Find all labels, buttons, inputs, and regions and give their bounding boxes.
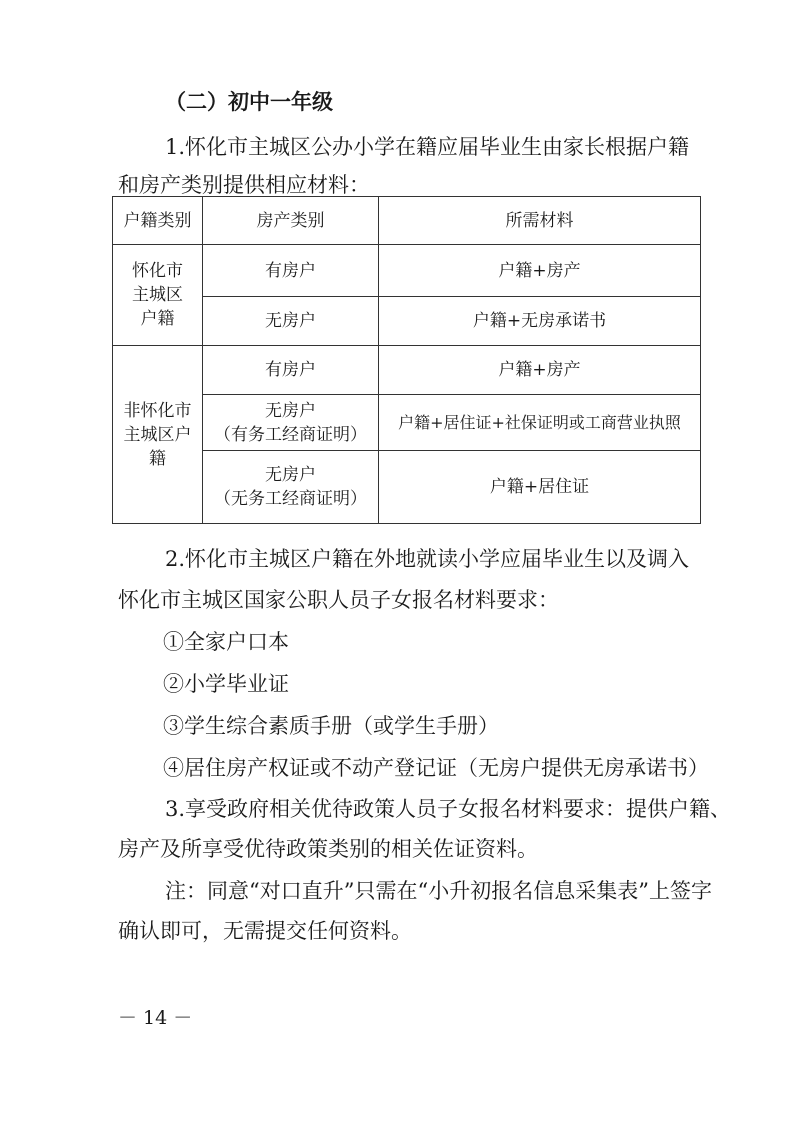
property-cell: 无房户 （有务工经商证明） [203, 395, 379, 451]
paragraph-3-line-2: 房产及所享受优待政策类别的相关佐证资料。 [118, 837, 538, 861]
property-cell: 无房户 （无务工经商证明） [203, 451, 379, 524]
table-row [113, 346, 701, 395]
group1-label: 怀化市 主城区 户籍 [113, 245, 203, 346]
list-item: ④居住房产权证或不动产登记证（无房户提供无房承诺书） [163, 756, 709, 780]
materials-cell: 户籍+房产 [379, 245, 701, 297]
header-materials: 所需材料 [379, 197, 701, 245]
group2-label: 非怀化市 主城区户 籍 [113, 346, 203, 524]
paragraph-1-line-2: 和房产类别提供相应材料： [118, 173, 370, 197]
note-line-2: 确认即可，无需提交任何资料。 [118, 919, 412, 943]
header-hukou-type: 户籍类别 [113, 197, 203, 245]
materials-cell: 户籍+房产 [379, 346, 701, 395]
list-item: ③学生综合素质手册（或学生手册） [163, 714, 499, 738]
table-row [113, 245, 701, 297]
section-heading: （二）初中一年级 [165, 89, 333, 114]
property-cell: 有房户 [203, 346, 379, 395]
property-cell: 无房户 [203, 297, 379, 346]
header-property-type: 房产类别 [203, 197, 379, 245]
note-line-1: 注：同意“对口直升”只需在“小升初报名信息采集表”上签字 [165, 879, 712, 903]
paragraph-3-line-1: 3.享受政府相关优待政策人员子女报名材料要求：提供户籍、 [165, 797, 732, 821]
property-cell: 有房户 [203, 245, 379, 297]
table-header-row [113, 197, 701, 245]
paragraph-1-line-1: 1.怀化市主城区公办小学在籍应届毕业生由家长根据户籍 [165, 135, 690, 159]
paragraph-2-line-1: 2.怀化市主城区户籍在外地就读小学应届毕业生以及调入 [165, 547, 690, 571]
materials-cell: 户籍+居住证+社保证明或工商营业执照 [379, 395, 701, 451]
paragraph-2-line-2: 怀化市主城区国家公职人员子女报名材料要求： [118, 588, 559, 612]
list-item: ①全家户口本 [163, 630, 289, 654]
materials-cell: 户籍+无房承诺书 [379, 297, 701, 346]
list-item: ②小学毕业证 [163, 672, 289, 696]
materials-cell: 户籍+居住证 [379, 451, 701, 524]
page-number: － 14 － [118, 1007, 193, 1029]
materials-table [112, 196, 701, 524]
